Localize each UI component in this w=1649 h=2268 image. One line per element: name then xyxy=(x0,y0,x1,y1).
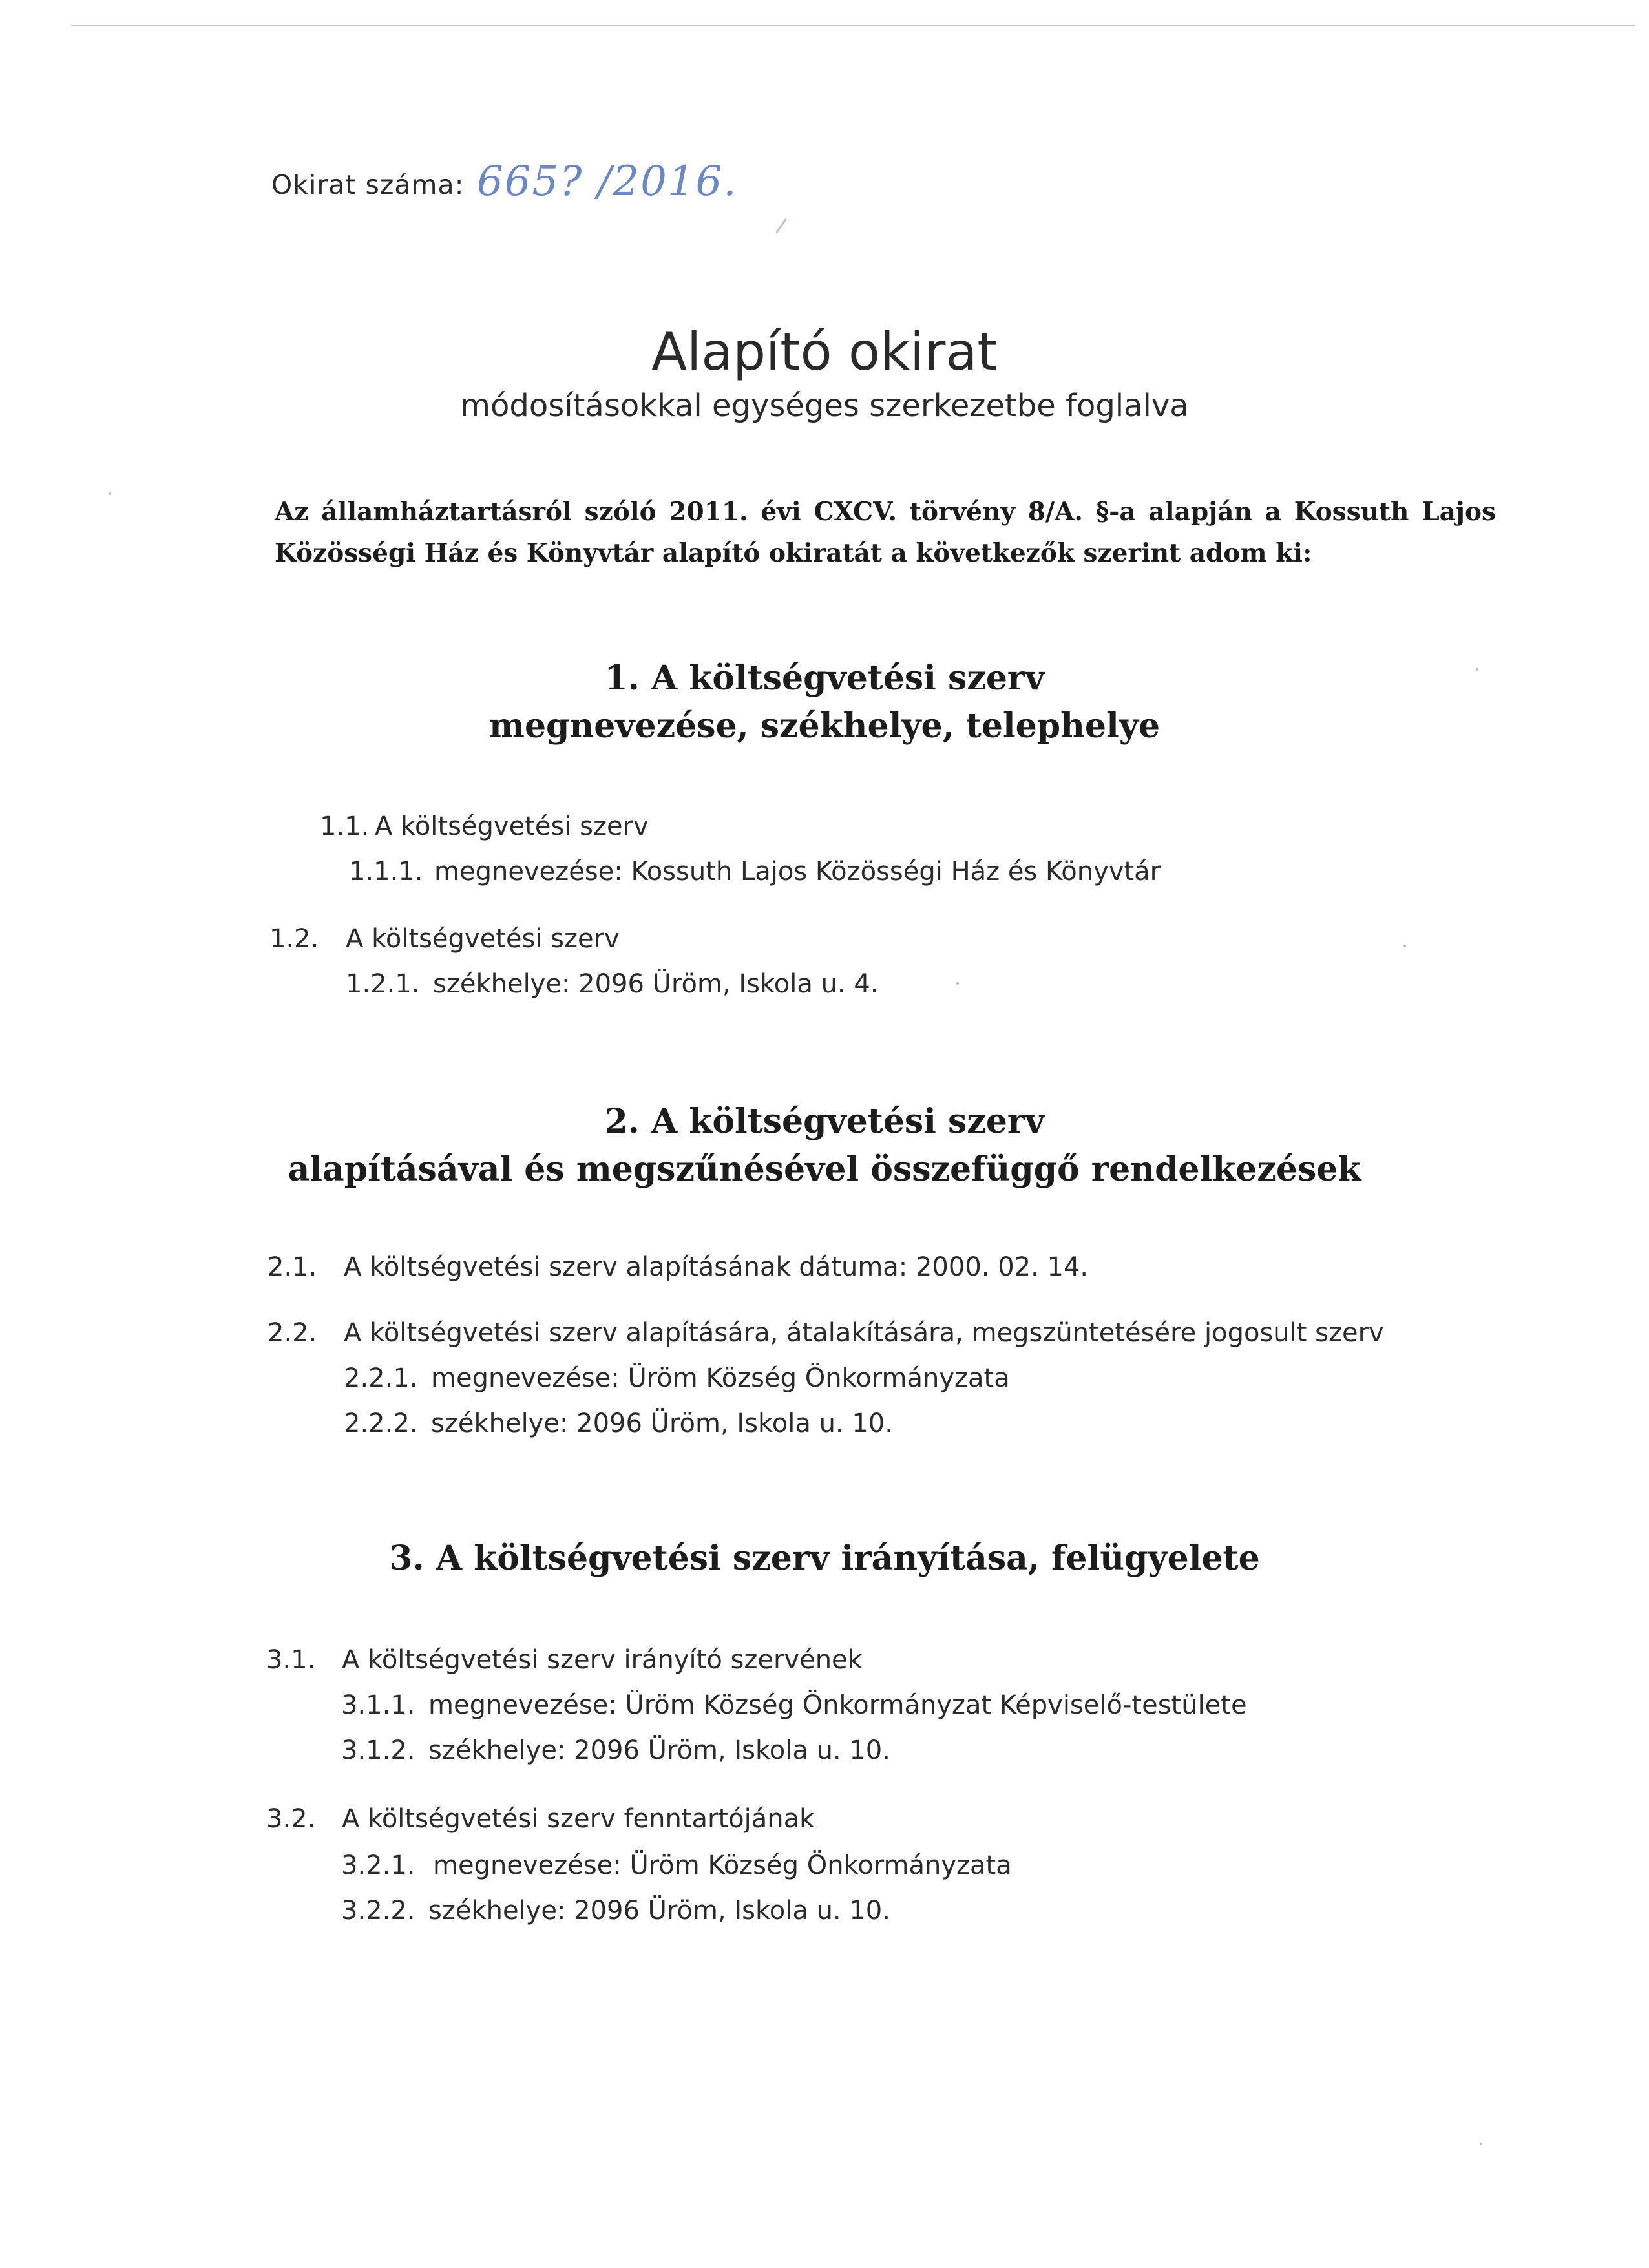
item-number: 2.2.2. xyxy=(344,1409,418,1438)
scan-top-line xyxy=(71,25,1635,26)
item-number: 3.1. xyxy=(266,1645,316,1675)
item-text: A költségvetési szerv alapítására, átalakítására, megszüntetésére jogosult szerv xyxy=(344,1318,1384,1348)
section-1-heading-line2: megnevezése, székhelye, telephelye xyxy=(488,706,1161,746)
list-item xyxy=(341,1896,890,1926)
section-2-heading-line2: alapításával és megszűnésével összefüggő rendelkezések xyxy=(288,1150,1361,1189)
list-item xyxy=(341,1690,1247,1720)
list-item xyxy=(266,1645,863,1675)
list-item xyxy=(268,1318,1384,1348)
item-number: 3.2.1. xyxy=(341,1851,415,1880)
item-text: A költségvetési szerv xyxy=(346,924,620,954)
section-2-heading-line1: 2. A költségvetési szerv xyxy=(604,1102,1045,1141)
item-text: megnevezése: Üröm Község Önkormányzat Képviselő-testülete xyxy=(428,1690,1247,1720)
item-number: 2.2.1. xyxy=(344,1363,418,1393)
item-text: A költségvetési szerv fenntartójának xyxy=(342,1804,815,1834)
item-number: 1.1.1. xyxy=(349,857,423,887)
list-item xyxy=(268,1252,1088,1282)
document-number-label: Okirat száma: xyxy=(271,169,465,200)
item-number: 1.2.1. xyxy=(346,969,420,999)
document-title: Alapító okirat xyxy=(651,322,998,382)
item-text: megnevezése: Üröm Község Önkormányzata xyxy=(433,1851,1012,1880)
item-text: megnevezése: Kossuth Lajos Közösségi Ház és Könyvtár xyxy=(434,857,1161,887)
document-subtitle: módosításokkal egységes szerkezetbe foglalva xyxy=(460,388,1189,424)
item-text: székhelye: 2096 Üröm, Iskola u. 4. xyxy=(433,969,879,999)
list-item xyxy=(341,1736,890,1765)
section-1-heading-line1: 1. A költségvetési szerv xyxy=(604,658,1045,698)
list-item xyxy=(346,969,879,999)
list-item xyxy=(320,812,649,841)
list-item xyxy=(341,1851,1012,1880)
item-text: A költségvetési szerv xyxy=(375,812,649,841)
item-number: 2.1. xyxy=(268,1252,317,1282)
item-text: székhelye: 2096 Üröm, Iskola u. 10. xyxy=(431,1409,893,1438)
item-number: 2.2. xyxy=(268,1318,317,1348)
scan-speck xyxy=(1480,2143,1482,2145)
item-text: megnevezése: Üröm Község Önkormányzata xyxy=(431,1363,1010,1393)
item-number: 3.1.2. xyxy=(341,1736,415,1765)
document-number-handwritten: 665? /2016. xyxy=(477,158,738,205)
section-3-heading: 3. A költségvetési szerv irányítása, felügyelete xyxy=(389,1538,1260,1578)
list-item xyxy=(344,1409,893,1438)
item-number: 3.2.2. xyxy=(341,1896,415,1926)
item-text: székhelye: 2096 Üröm, Iskola u. 10. xyxy=(428,1896,890,1926)
scan-speck xyxy=(109,492,111,495)
list-item xyxy=(344,1363,1010,1393)
item-text: A költségvetési szerv irányító szervének xyxy=(342,1645,863,1675)
scan-speck xyxy=(1403,945,1406,947)
list-item xyxy=(349,857,1161,887)
item-number: 3.1.1. xyxy=(341,1690,415,1720)
scan-speck xyxy=(956,982,959,985)
list-item xyxy=(266,1804,814,1834)
item-number: 3.2. xyxy=(266,1804,316,1834)
item-number: 1.2. xyxy=(269,924,319,954)
pen-mark xyxy=(775,218,786,233)
list-item xyxy=(269,924,620,954)
item-text: A költségvetési szerv alapításának dátuma: 2000. 02. 14. xyxy=(344,1252,1089,1282)
item-text: székhelye: 2096 Üröm, Iskola u. 10. xyxy=(428,1736,890,1765)
intro-paragraph: Az államháztartásról szóló 2011. évi CXCV. törvény 8/A. §-a alapján a Kossuth Lajos Közösségi Ház és Könyvtár alapító okiratát a következők szerint adom ki: xyxy=(275,497,1496,568)
item-number: 1.1. xyxy=(320,812,370,841)
